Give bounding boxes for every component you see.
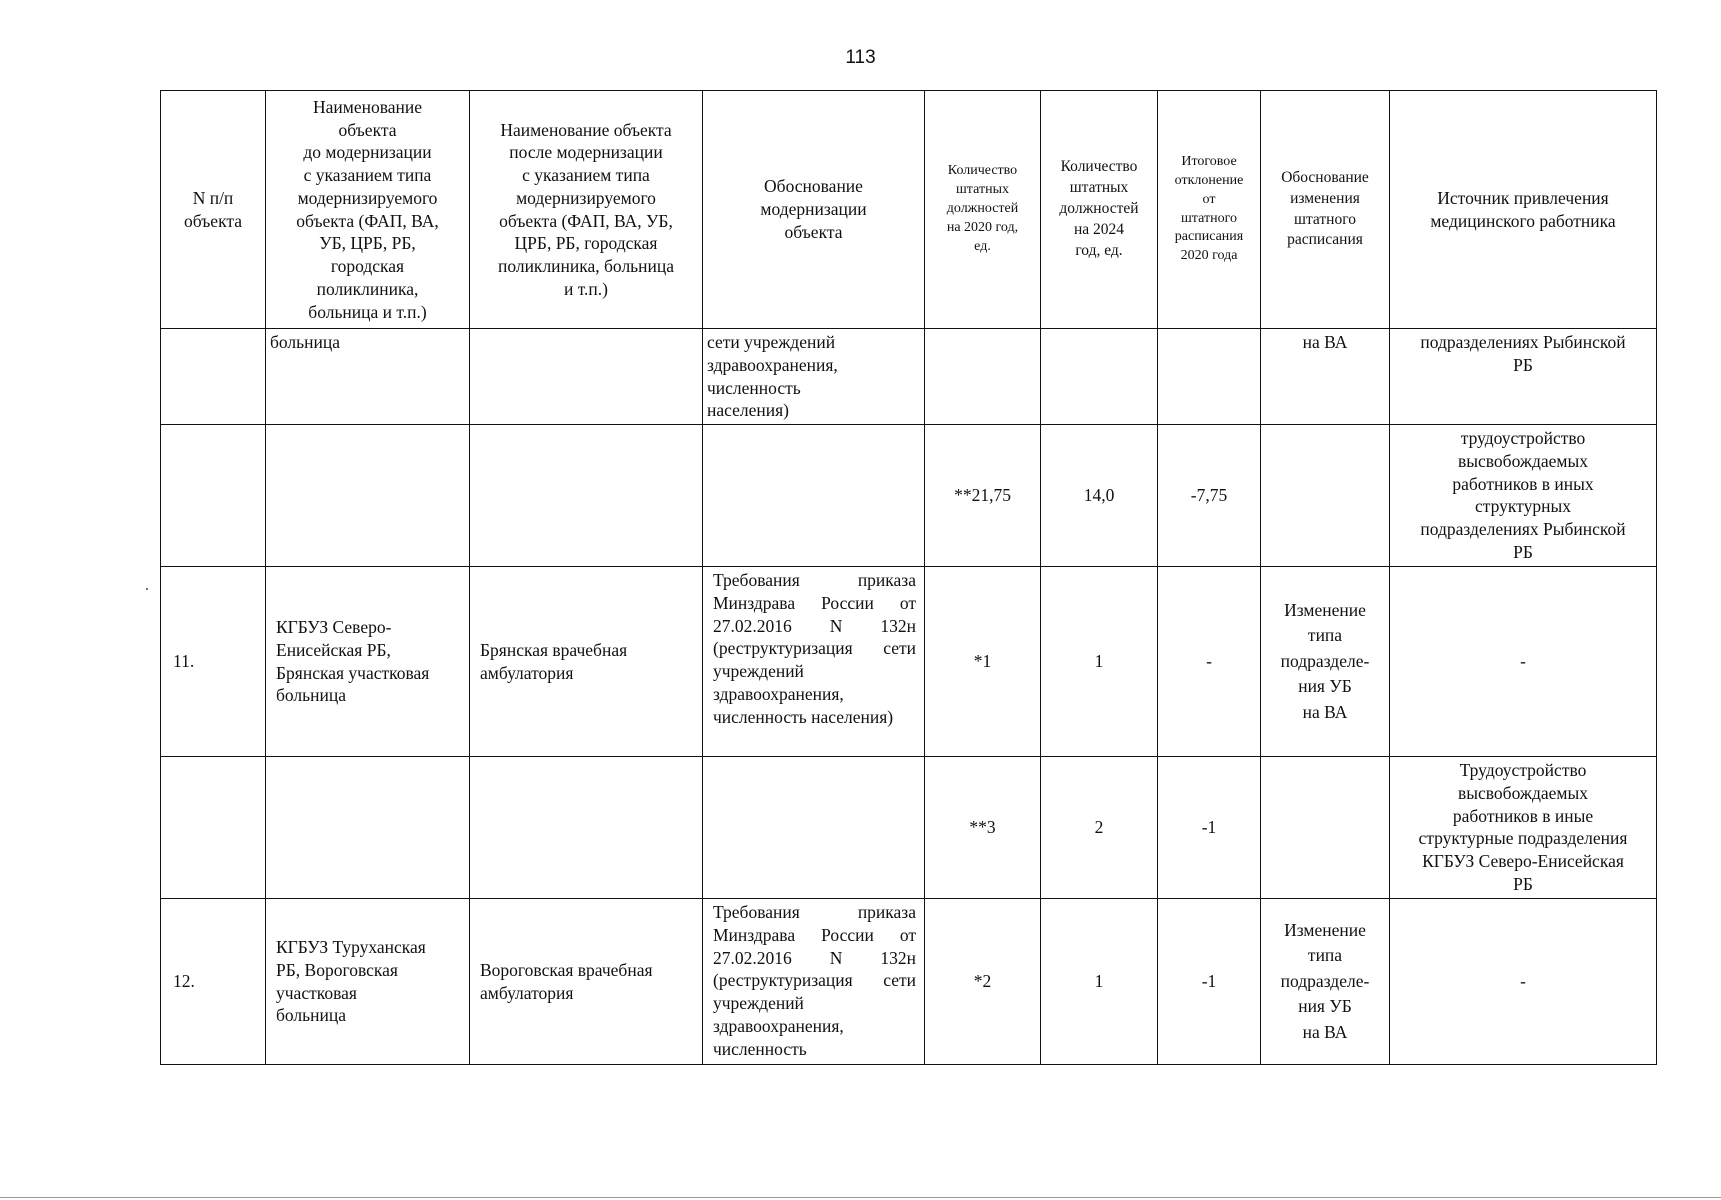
header-row [161, 91, 1657, 329]
header-staff-2020: Количество штатных должностей на 2020 год, ед. [925, 91, 1041, 329]
cell-staff-2024: 14,0 [1041, 425, 1158, 567]
cell-reason: Изменение типа подразделе- ния УБ на ВА [1261, 567, 1390, 757]
cell-staff-2024: 2 [1041, 757, 1158, 899]
header-after: Наименование объекта после модернизации с указанием типа модернизируемого объекта (ФАП, ВА, УБ, ЦРБ, РБ, городская поликлиника, больница и т.п.) [470, 91, 703, 329]
header-justification: Обоснование модернизации объекта [703, 91, 925, 329]
cell-deviation: - [1158, 567, 1261, 757]
cell-after [470, 757, 703, 899]
header-source: Источник привлечения медицинского работника [1390, 91, 1657, 329]
cell-before: больница [266, 329, 470, 425]
scan-artifact-dot [146, 588, 148, 590]
cell-before: КГБУЗ Северо- Енисейская РБ, Брянская участковая больница [266, 567, 470, 757]
table-row [161, 757, 1657, 899]
cell-source: подразделениях Рыбинской РБ [1390, 329, 1657, 425]
cell-source: - [1390, 899, 1657, 1065]
cell-before [266, 425, 470, 567]
cell-after: Вороговская врачебная амбулатория [470, 899, 703, 1065]
cell-deviation: -7,75 [1158, 425, 1261, 567]
cell-source: Трудоустройство высвобождаемых работников в иные структурные подразделения КГБУЗ Северо-Енисейская РБ [1390, 757, 1657, 899]
cell-deviation: -1 [1158, 757, 1261, 899]
cell-after [470, 329, 703, 425]
cell-staff-2020 [925, 329, 1041, 425]
table-row [161, 567, 1657, 757]
cell-reason: Изменение типа подразделе- ния УБ на ВА [1261, 899, 1390, 1065]
cell-source: трудоустройство высвобождаемых работников в иных структурных подразделениях Рыбинской РБ [1390, 425, 1657, 567]
cell-justification [703, 757, 925, 899]
cell-justification [703, 425, 925, 567]
cell-source: - [1390, 567, 1657, 757]
cell-after: Брянская врачебная амбулатория [470, 567, 703, 757]
cell-num [161, 757, 266, 899]
cell-staff-2024 [1041, 329, 1158, 425]
cell-justification: Требования приказа Минздрава России от 27.02.2016 N 132н (реструктуризация сети учреждений здравоохранения, численность [703, 899, 925, 1065]
cell-after [470, 425, 703, 567]
header-staff-change-reason: Обоснование изменения штатного расписания [1261, 91, 1390, 329]
cell-reason [1261, 425, 1390, 567]
table-row [161, 329, 1657, 425]
cell-staff-2020: *1 [925, 567, 1041, 757]
header-deviation: Итоговое отклонение от штатного расписания 2020 года [1158, 91, 1261, 329]
header-num: N п/п объекта [161, 91, 266, 329]
page-bottom-edge [0, 1197, 1721, 1198]
cell-num [161, 425, 266, 567]
modernization-table [160, 90, 1657, 1065]
cell-staff-2024: 1 [1041, 567, 1158, 757]
table-row [161, 425, 1657, 567]
cell-num: 12. [161, 899, 266, 1065]
cell-before: КГБУЗ Туруханская РБ, Вороговская участковая больница [266, 899, 470, 1065]
header-before: Наименование объекта до модернизации с указанием типа модернизируемого объекта (ФАП, ВА, УБ, ЦРБ, РБ, городская поликлиника, больница и т.п.) [266, 91, 470, 329]
cell-num [161, 329, 266, 425]
cell-before [266, 757, 470, 899]
cell-staff-2020: **21,75 [925, 425, 1041, 567]
cell-deviation [1158, 329, 1261, 425]
table-row [161, 899, 1657, 1065]
cell-staff-2024: 1 [1041, 899, 1158, 1065]
header-staff-2024: Количество штатных должностей на 2024 год, ед. [1041, 91, 1158, 329]
cell-justification: Требования приказа Минздрава России от 27.02.2016 N 132н (реструктуризация сети учреждений здравоохранения, численность населения) [703, 567, 925, 757]
cell-staff-2020: *2 [925, 899, 1041, 1065]
cell-reason: на ВА [1261, 329, 1390, 425]
cell-deviation: -1 [1158, 899, 1261, 1065]
cell-staff-2020: **3 [925, 757, 1041, 899]
page-number: 113 [845, 47, 876, 68]
cell-reason [1261, 757, 1390, 899]
cell-num: 11. [161, 567, 266, 757]
cell-justification: сети учреждений здравоохранения, численность населения) [703, 329, 925, 425]
